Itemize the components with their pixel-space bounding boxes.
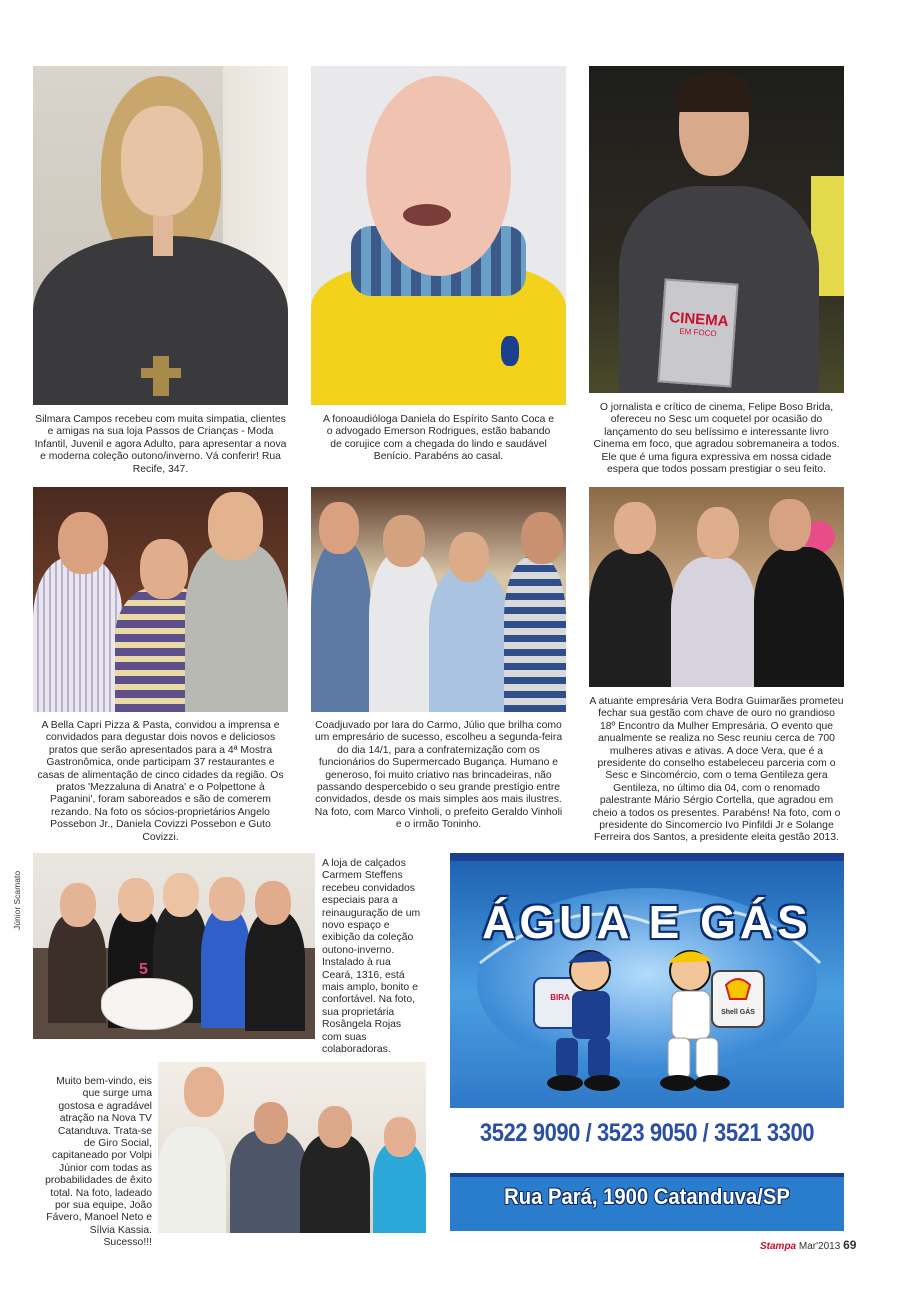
ad-agua-e-gas <box>450 853 844 1231</box>
book-subtitle: EM FOCO <box>679 326 717 339</box>
ad-badge-shell: Shell GÁS <box>721 1009 755 1016</box>
photo-bella-capri <box>33 487 288 712</box>
caption-baby: A fonoaudióloga Daniela do Espírito Santo Coca e o advogado Emerson Rodrigues, estão babando de corujice com a chegada do lindo e saudável Benício. Parabéns ao casal. <box>322 414 555 463</box>
page-footer <box>760 1238 856 1252</box>
footer-brand: Stampa <box>760 1241 797 1252</box>
cake-number: 5 <box>139 961 148 978</box>
ad-headline: ÁGUA E GÁS <box>482 896 812 948</box>
photo-vera <box>589 487 844 687</box>
footer-issue: Mar'2013 <box>798 1241 841 1252</box>
caption-bella-capri: A Bella Capri Pizza & Pasta, convidou a imprensa e convidados para degustar dois novos e deliciosos pratos que serão apresentados para a 4ª Mostra Gastronômica, onde participam 37 restaurantes e casas de alimentação de cinco cidades da região. Os pratos 'Mezzaluna di Anatra' e o Polpettone à Paganini', foram saboreados e são de comerem rezando. Na foto os sócios-proprietários Angelo Possebon Jr., Daniela Covizzi Possebon e Guto Covizzi. <box>37 720 284 843</box>
ad-badge-bira: BIRA <box>550 993 570 1002</box>
caption-vera: A atuante empresária Vera Bodra Guimarães prometeu fechar sua gestão com chave de ouro no grandioso 18º Encontro da Mulher Empresária. O evento que anualmente se realiza no Sesc reuniu cerca de 700 mulheres ativas e ativas. A doce Vera, que é a presidente do conselho estabeleceu parceria com o Sesc e Sincomércio, com o tema Gentileza gera Gentileza, no último dia 04, com o renomado palestrante Mário Sérgio Cortella, que agradou em cheio a todos os presentes. Parabéns! Na foto, com o presidente do Sincomercio Ivo Pinfildi Jr e Solange Ferreira dos Santos, a presidente eleita gestão 2013. <box>589 696 844 844</box>
photo-julio <box>311 487 566 712</box>
caption-tv-catanduva: Muito bem-vindo, eis que surge uma gostosa e agradável atração na Nova TV Catanduva. Trata-se de Giro Social, capitaneado por Volpi Júnior com todas as probabilidades de êxito total. Na foto, ladeado por sua equipe, João Fávero, Manoel Neto e Sílvia Kassia. Sucesso!!! <box>45 1076 152 1249</box>
photo-tv-catanduva <box>158 1062 426 1233</box>
book-title: CINEMA <box>668 308 730 331</box>
page-number: 69 <box>843 1238 857 1252</box>
caption-silmara: Silmara Campos recebeu com muita simpatia, clientes e amigas na sua loja Passos de Crianças - Moda Infantil, Juvenil e agora Adulto, para apresentar a nova e moderna coleção outono/inverno. Vá conferir! Rua Recife, 347. <box>34 414 287 475</box>
photo-silmara <box>33 66 288 405</box>
caption-julio: Coadjuvado por Iara do Carmo, Júlio que brilha como um empresário de sucesso, escolheu a segunda-feira do dia 14/1, para a confraternização com os funcionários do Supermercado Bugança. Humano e generoso, foi muito criativo nas brincadeiras, não passando despercebido o seu grande prestígio entre convidados, desde os mais simples aos mais ilustres. Na foto, com Marco Vinholi, o prefeito Geraldo Vinholi e o irmão Toninho. <box>314 720 563 831</box>
photo-baby <box>311 66 566 405</box>
photo-credit: Júnior Scamato <box>12 870 22 930</box>
caption-felipe: O jornalista e crítico de cinema, Felipe Boso Brida, ofereceu no Sesc um coquetel por ocasião do lançamento do seu belíssimo e interessante livro Cinema em foco, que agradou sobremaneira a todos. Ele que é uma figura expressiva em nossa cidade espera que todos possam prestigiar o seu feito. <box>593 402 840 476</box>
photo-felipe <box>589 66 844 393</box>
caption-carmem-steffens: A loja de calçados Carmem Steffens recebeu convidados especiais para a reinauguração de um novo espaço e exibição da coleção outono-inverno. Instalado à rua Ceará, 1316, está mais amplo, bonito e confortável. Na foto, sua proprietária Rosângela Rojas com suas colaboradoras. <box>322 858 421 1056</box>
photo-carmem-steffens <box>33 853 315 1039</box>
ad-phones: 3522 9090 / 3523 9050 / 3521 3300 <box>479 1119 815 1147</box>
ad-address: Rua Pará, 1900 Catanduva/SP <box>504 1184 790 1209</box>
